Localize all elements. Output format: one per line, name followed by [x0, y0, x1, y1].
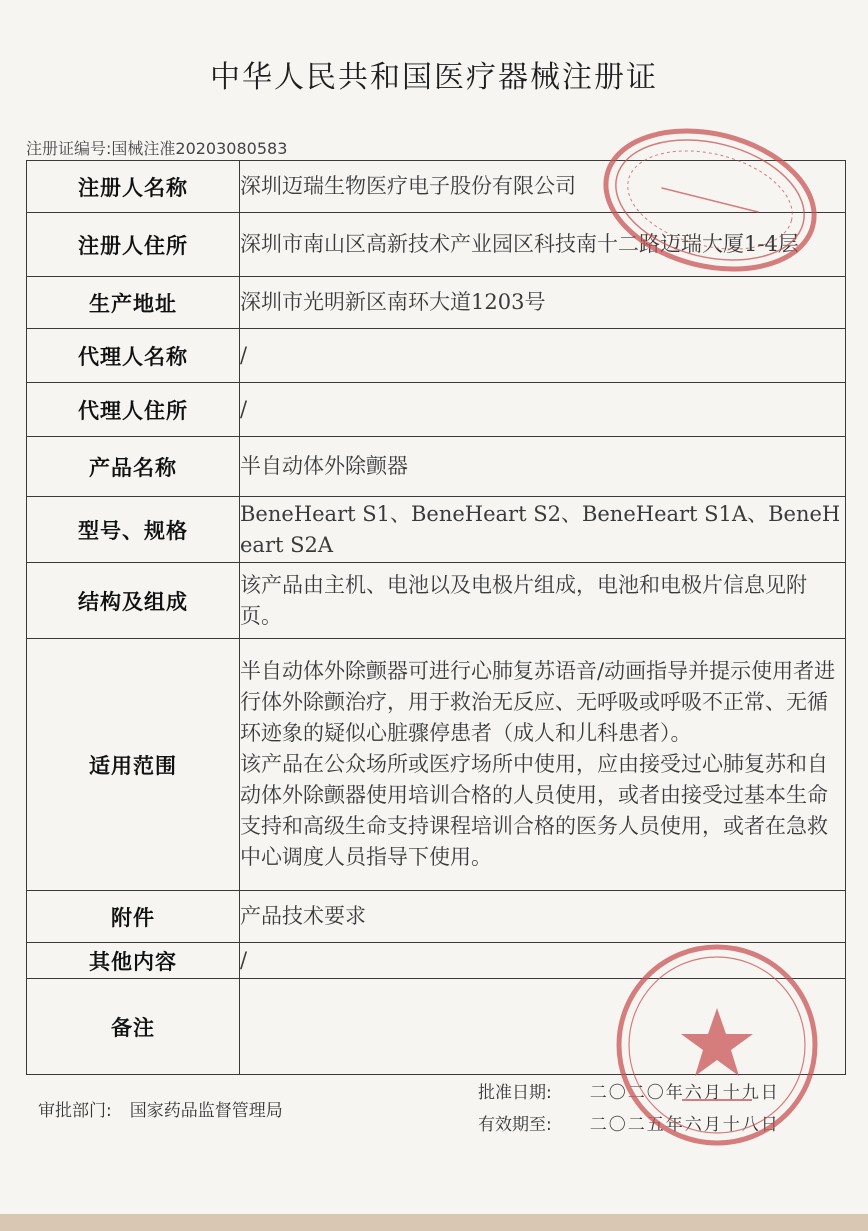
row-label: 注册人住所 — [27, 213, 240, 277]
row-value: 该产品由主机、电池以及电极片组成，电池和电极片信息见附页。 — [240, 563, 846, 639]
scope-paragraph-2: 该产品在公众场所或医疗场所中使用，应由接受过心肺复苏和自动体外除颤器使用培训合格的人员使用，或者由接受过基本生命支持和高级生命支持课程培训合格的医务人员使用，或者在急救中心调度人员指导下使用。 — [240, 752, 828, 869]
table-row — [27, 497, 846, 563]
row-value: 深圳市南山区高新技术产业园区科技南十二路迈瑞大厦1-4层 — [240, 213, 846, 277]
approval-department — [38, 1096, 283, 1121]
row-value: 产品技术要求 — [240, 891, 846, 943]
table-row — [27, 639, 846, 891]
approval-department-value: 国家药品监督管理局 — [129, 1101, 283, 1121]
row-label: 代理人名称 — [27, 329, 240, 383]
row-label: 产品名称 — [27, 437, 240, 497]
company-seal-icon — [598, 120, 822, 280]
table-row — [27, 277, 846, 329]
approval-department-label: 审批部门: — [38, 1101, 112, 1121]
row-value — [240, 639, 846, 891]
table-row — [27, 383, 846, 437]
row-label: 结构及组成 — [27, 563, 240, 639]
row-value: 深圳迈瑞生物医疗电子股份有限公司 — [240, 161, 846, 213]
row-value: 深圳市光明新区南环大道1203号 — [240, 277, 846, 329]
nmpa-seal-icon — [612, 940, 822, 1150]
row-label: 其他内容 — [27, 943, 240, 979]
table-row — [27, 437, 846, 497]
row-value: / — [240, 943, 846, 979]
table-row — [27, 891, 846, 943]
bottom-edge — [0, 1214, 868, 1231]
valid-until-value: 二〇二五年六月十八日 — [589, 1115, 780, 1135]
row-label: 注册人名称 — [27, 161, 240, 213]
table-row — [27, 563, 846, 639]
row-label: 型号、规格 — [27, 497, 240, 563]
row-label: 附件 — [27, 891, 240, 943]
certificate-table — [26, 160, 846, 1075]
table-row — [27, 329, 846, 383]
row-label: 适用范围 — [27, 639, 240, 891]
approval-date-value: 二〇二〇年六月十九日 — [589, 1083, 780, 1103]
row-label: 备注 — [27, 979, 240, 1075]
row-label: 生产地址 — [27, 277, 240, 329]
row-value: BeneHeart S1、BeneHeart S2、BeneHeart S1A、BeneHeart S2A — [240, 497, 846, 563]
row-value: / — [240, 383, 846, 437]
approval-date-label: 批准日期: — [478, 1083, 552, 1103]
row-label: 代理人住所 — [27, 383, 240, 437]
registration-number: 注册证编号:国械注准20203080583 — [26, 139, 288, 158]
valid-until-label: 有效期至: — [478, 1115, 552, 1135]
scope-paragraph-1: 半自动体外除颤器可进行心肺复苏语音/动画指导并提示使用者进行体外除颤治疗，用于救治无反应、无呼吸或呼吸不正常、无循环迹象的疑似心脏骤停患者（成人和儿科患者）。 — [240, 659, 836, 745]
row-value: 半自动体外除颤器 — [240, 437, 846, 497]
row-value: / — [240, 329, 846, 383]
document-title: 中华人民共和国医疗器械注册证 — [210, 60, 658, 95]
